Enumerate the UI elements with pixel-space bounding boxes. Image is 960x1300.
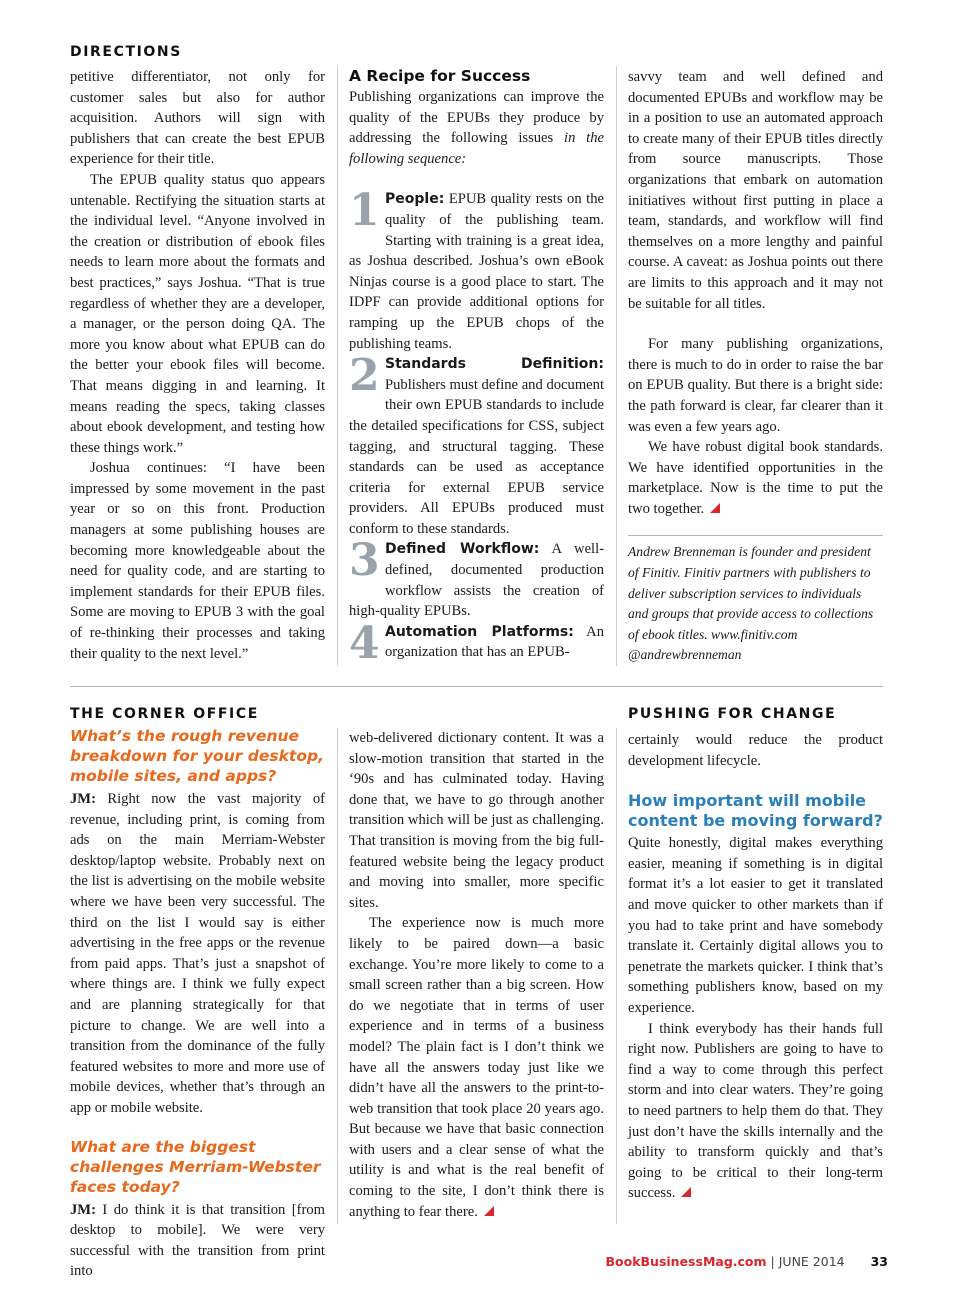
corner-office-column-1: [70, 726, 325, 1282]
numeral-4: 4: [349, 617, 380, 669]
footer-brand-link[interactable]: BookBusinessMag.com: [605, 1254, 767, 1269]
paragraph: web-delivered dictionary content. It was a slow-motion transition that started in the ‘90s and has culminated today. Having done that, we have to go through another transition which will be just as challenging. That transition is moving from the big full-featured website being the legacy product and moving into smaller, more specific sites.: [349, 730, 604, 911]
author-bio: Andrew Brenneman is founder and president of Finitiv. Finitiv partners with publishers to deliver subscription services to individuals and groups that provide access to collections of ebook titles. www.finitiv.com @andrewbrenneman: [628, 544, 874, 663]
recipe-intro: [349, 87, 604, 169]
paragraph: Joshua continues: “I have been impressed by some movement in the past year or so on this front. Production managers at some publishing houses are becoming more knowledgeable about the need for quality code, and are starting to implement standards for their EPUB files. Some are moving to EPUB 3 with the goal of re-thinking their processes and taking their quality to the next level.”: [70, 460, 325, 662]
paragraph: certainly would reduce the product development lifecycle.: [628, 732, 883, 769]
end-mark-icon: [484, 1206, 494, 1216]
recipe-intro-text: Publishing organizations can improve the quality of the EPUBs they produce by addressing the following issues: [349, 89, 604, 147]
paragraph-text: The experience now is much more likely to be paired down—a basic exchange. You’re more likely to come to a small screen rather than a big screen. How do we negotiate that in terms of user experience and in terms of a business model? The plain fact is I don’t think we have all the answers today just like we didn’t have all the answers to the print-to-web transition that took place 20 years ago. But because we have that basic connection with users and a clear sense of what the utility is and what is the real benefit of coming to the site, I don’t think there is anything to fear there.: [349, 915, 604, 1220]
interview-answer: [70, 789, 325, 1119]
column-divider: [337, 66, 338, 666]
interview-question: How important will mobile content be moving forward?: [628, 791, 883, 831]
end-mark-icon: [710, 503, 720, 513]
item-label: Defined Workflow:: [385, 541, 540, 558]
recipe-intro-italic: in the following sequence:: [349, 130, 604, 167]
item-label: Standards Definition:: [385, 356, 604, 373]
recipe-item-2: [349, 350, 604, 539]
footer-separator: |: [770, 1254, 775, 1269]
bio-divider: [628, 535, 883, 536]
end-mark-icon: [681, 1187, 691, 1197]
recipe-item-3: [349, 535, 605, 621]
section-divider: [70, 686, 883, 687]
paragraph: [349, 913, 604, 1222]
pushing-column: [628, 730, 883, 1204]
paragraph: Quite honestly, digital makes everything easier, meaning if something is in digital format it’s a lot easier to get it translated and move quicker to other markets than if you had to take print and have somebody translate it. Certainly digital allows you to penetrate the markets quicker. I think that’s something publishers know, based on my experience.: [628, 835, 883, 1016]
paragraph: [628, 437, 883, 519]
recipe-title: A Recipe for Success: [349, 67, 531, 85]
paragraph: savvy team and well defined and documented EPUBs and workflow may be in a position to use an automated approach to create many of their EPUB titles directly from source manuscripts. Those organizations that embark on automation initiatives without first putting in place a team, standards, and workflow will find themselves on a more lengthy and painful course. A caveat: as Joshua points out there are limits to this approach and it may not be suitable for all titles.: [628, 69, 883, 312]
column-divider: [616, 728, 617, 1224]
paragraph-text: We have robust digital book standards. We have identified opportunities in the marketplace. Now is the time to put the two together.: [628, 439, 883, 517]
directions-column-3: [628, 67, 883, 666]
item-text: An organization that has an EPUB-: [385, 623, 604, 661]
column-divider: [616, 66, 617, 666]
directions-column-2: [349, 67, 605, 669]
speaker-label: JM:: [70, 791, 96, 807]
answer-text: Right now the vast majority of revenue, including print, is coming from ads on the main Merriam-Webster desktop/laptop website. Probably next on the list is advertising on the mobile website where we have been very successful. The third on the list I would say is either advertising in the free apps or the revenue from paid apps. That’s just a snapshot of where things are. I think we fully expect and are planning strategically for that picture to change. We are well into a transition from the dominance of the fully featured websites to more and more use of mobile devices, whether that’s through an app or mobile website.: [70, 791, 325, 1116]
item-label: People:: [385, 191, 445, 208]
interview-question: What are the biggest challenges Merriam-Webster faces today?: [70, 1137, 321, 1196]
interview-answer: [70, 1200, 325, 1282]
paragraph: The EPUB quality status quo appears untenable. Rectifying the situation starts at the individual level. “Anyone involved in the creation or distribution of ebook files needs to learn more about the formats and best practices,” says Joshua. “That is true regardless of whether they are a developer, a manager, or the person doing QA. The more you know about what EPUB can do the better your ebook files will become. That means digging in and learning. It means reading the specs, taking classes about ebook development, and testing how these things work.”: [70, 171, 325, 456]
recipe-item-1: [349, 185, 604, 354]
section-heading-corner-office: THE CORNER OFFICE: [70, 706, 259, 722]
item-text: A well-defined, documented production workflow assists the creation of high-quality EPUBs.: [349, 541, 605, 620]
item-text: EPUB quality rests on the quality of the publishing team. Starting with training is a great idea, as Joshua described. Joshua’s own eBook Ninjas course is a good place to start. The IDPF can provide additional options for ramping up the EPUB chops of the publishing teams.: [349, 191, 604, 352]
column-divider: [337, 728, 338, 1224]
section-heading-directions: DIRECTIONS: [70, 44, 182, 60]
paragraph: For many publishing organizations, there is much to do in order to raise the bar on EPUB quality. But there is a bright side: the path forward is clear, far clearer than it was even a few years ago.: [628, 336, 883, 435]
corner-office-column-2: [349, 728, 604, 1222]
numeral-1: 1: [349, 185, 380, 237]
numeral-2: 2: [349, 350, 380, 402]
directions-column-1: [70, 67, 325, 664]
speaker-label: JM:: [70, 1201, 96, 1218]
footer-issue: JUNE 2014: [778, 1254, 845, 1269]
item-label: Automation Platforms:: [385, 623, 574, 640]
paragraph-text: I think everybody has their hands full right now. Publishers are going to have to find a way to come through this perfect storm and into clear waters. They’re going to need partners to help them do that. They just don’t have the skills internally and the ability to transform quickly and that’s going to be critical to their long-term success.: [628, 1020, 883, 1202]
paragraph: petitive differentiator, not only for customer sales but also for author acquisition. Authors will sign with publishers that can create the best EPUB experience for their title.: [70, 69, 325, 168]
page-number: 33: [870, 1254, 888, 1269]
numeral-3: 3: [349, 535, 380, 587]
section-heading-pushing-for-change: PUSHING FOR CHANGE: [628, 706, 837, 722]
page-footer: [606, 1254, 888, 1269]
recipe-item-4: [349, 617, 604, 669]
paragraph: [628, 1019, 883, 1204]
interview-question: What’s the rough revenue breakdown for your desktop, mobile sites, and apps?: [70, 727, 324, 785]
answer-text: I do think it is that transition [from desktop to mobile]. We were very successful with the transition from print into: [70, 1201, 326, 1280]
item-text: Publishers must define and document their own EPUB standards to include the detailed specifications for CSS, subject tagging, and structural tagging. These standards can be used as acceptance criteria for external EPUB service providers. All EPUBs produced must conform to these standards.: [349, 376, 604, 537]
